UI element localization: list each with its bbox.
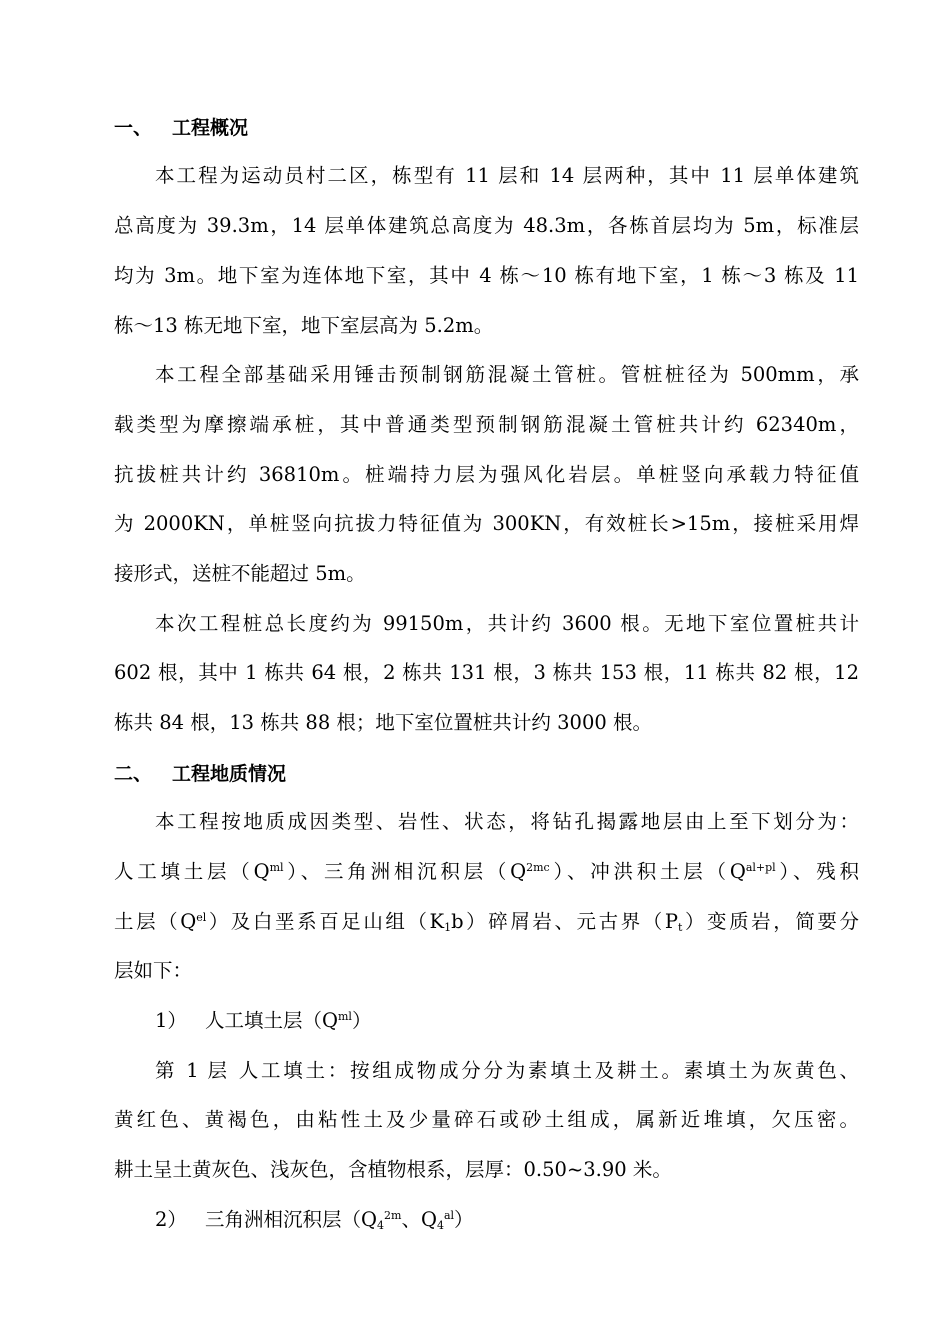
paragraph-line: 本次工程桩总长度约为 99150m，共计约 3600 根。无地下室位置桩共计 <box>155 612 859 635</box>
subscript: t <box>677 921 683 934</box>
layer-1-index: 1） <box>155 1009 187 1032</box>
text-run: ）、冲洪积土层（Q <box>549 860 746 883</box>
paragraph-line: 载类型为摩擦端承桩，其中普通类型预制钢筋混凝土管桩共计约 62340m， <box>114 413 859 436</box>
superscript: el <box>196 911 207 924</box>
paragraph-line <box>114 908 859 936</box>
superscript: ml <box>338 1010 352 1023</box>
section-2-heading <box>114 760 859 788</box>
paragraph-line: 为 2000KN，单桩竖向抗拔力特征值为 300KN，有效桩长>15m，接桩采用焊 <box>114 512 859 535</box>
subscript: 4 <box>377 1219 384 1232</box>
layer-1-name: 人工填土层（Q <box>205 1009 338 1032</box>
superscript: 2mc <box>526 861 550 874</box>
paragraph-line: 抗拔桩共计约 36810m。桩端持力层为强风化岩层。单桩竖向承载力特征值 <box>114 463 859 486</box>
text-run: 土层（Q <box>114 910 197 933</box>
subscript: 4 <box>436 1219 444 1232</box>
paragraph-line: 602 根，其中 1 栋共 64 根，2 栋共 131 根，3 栋共 153 根，11 栋共 82 根，12 <box>114 661 859 684</box>
text-run: b）碎屑岩、元古界（P <box>451 910 678 933</box>
paragraph-line: 黄红色、黄褐色，由粘性土及少量碎石或砂土组成，属新近堆填，欠压密。 <box>114 1108 859 1131</box>
section-1-number: 一、 <box>114 117 153 139</box>
paragraph-line: 接形式，送桩不能超过 5m。 <box>114 562 366 585</box>
paragraph-line: 本工程按地质成因类型、岩性、状态，将钻孔揭露地层由上至下划分为： <box>155 810 859 833</box>
paragraph-line: 耕土呈土黄灰色、浅灰色，含植物根系，层厚：0.50~3.90 米。 <box>114 1158 672 1181</box>
layer-2-heading <box>155 1206 900 1234</box>
text-run: ）、三角洲相沉积层（Q <box>283 860 527 883</box>
section-2-title: 工程地质情况 <box>172 763 287 785</box>
layer-2-name: 三角洲相沉积层（Q <box>205 1208 377 1231</box>
section-1-heading <box>114 114 859 142</box>
superscript: al+pl <box>745 861 776 874</box>
subscript: 1 <box>444 921 452 934</box>
text-run: ） <box>351 1009 372 1032</box>
paragraph-line: 第 1 层 人工填土：按组成物成分分为素填土及耕土。素填土为灰黄色、 <box>155 1059 859 1082</box>
paragraph-line: 层如下： <box>114 959 193 982</box>
paragraph-line: 本工程全部基础采用锤击预制钢筋混凝土管桩。管桩桩径为 500mm，承 <box>155 363 859 386</box>
paragraph-line: 总高度为 39.3m，14 层单体建筑总高度为 48.3m，各栋首层均为 5m，标准层 <box>114 214 859 237</box>
paragraph-line <box>114 858 859 886</box>
superscript: al <box>443 1209 455 1222</box>
paragraph-line: 本工程为运动员村二区，栋型有 11 层和 14 层两种，其中 11 层单体建筑 <box>155 164 859 187</box>
layer-2-index: 2） <box>155 1208 187 1231</box>
superscript: 2m <box>384 1209 402 1222</box>
paragraph-line: 栋～13 栋无地下室，地下室层高为 5.2m。 <box>114 314 494 337</box>
section-1-title: 工程概况 <box>172 117 249 139</box>
text-run: 人工填土层（Q <box>114 860 270 883</box>
paragraph-line: 均为 3m。地下室为连体地下室，其中 4 栋～10 栋有地下室，1 栋～3 栋及 11 <box>114 264 859 287</box>
section-2-number: 二、 <box>114 763 153 785</box>
superscript: ml <box>269 861 284 874</box>
text-run: ）及白垩系百足山组（K <box>206 910 445 933</box>
layer-1-heading <box>155 1007 900 1035</box>
text-run: ）、残积 <box>775 860 859 883</box>
paragraph-line: 栋共 84 根，13 栋共 88 根；地下室位置桩共计约 3000 根。 <box>114 711 652 734</box>
text-run: ）变质岩，简要分 <box>682 910 859 933</box>
text-run: 、Q <box>401 1208 437 1231</box>
text-run: ） <box>454 1208 474 1231</box>
